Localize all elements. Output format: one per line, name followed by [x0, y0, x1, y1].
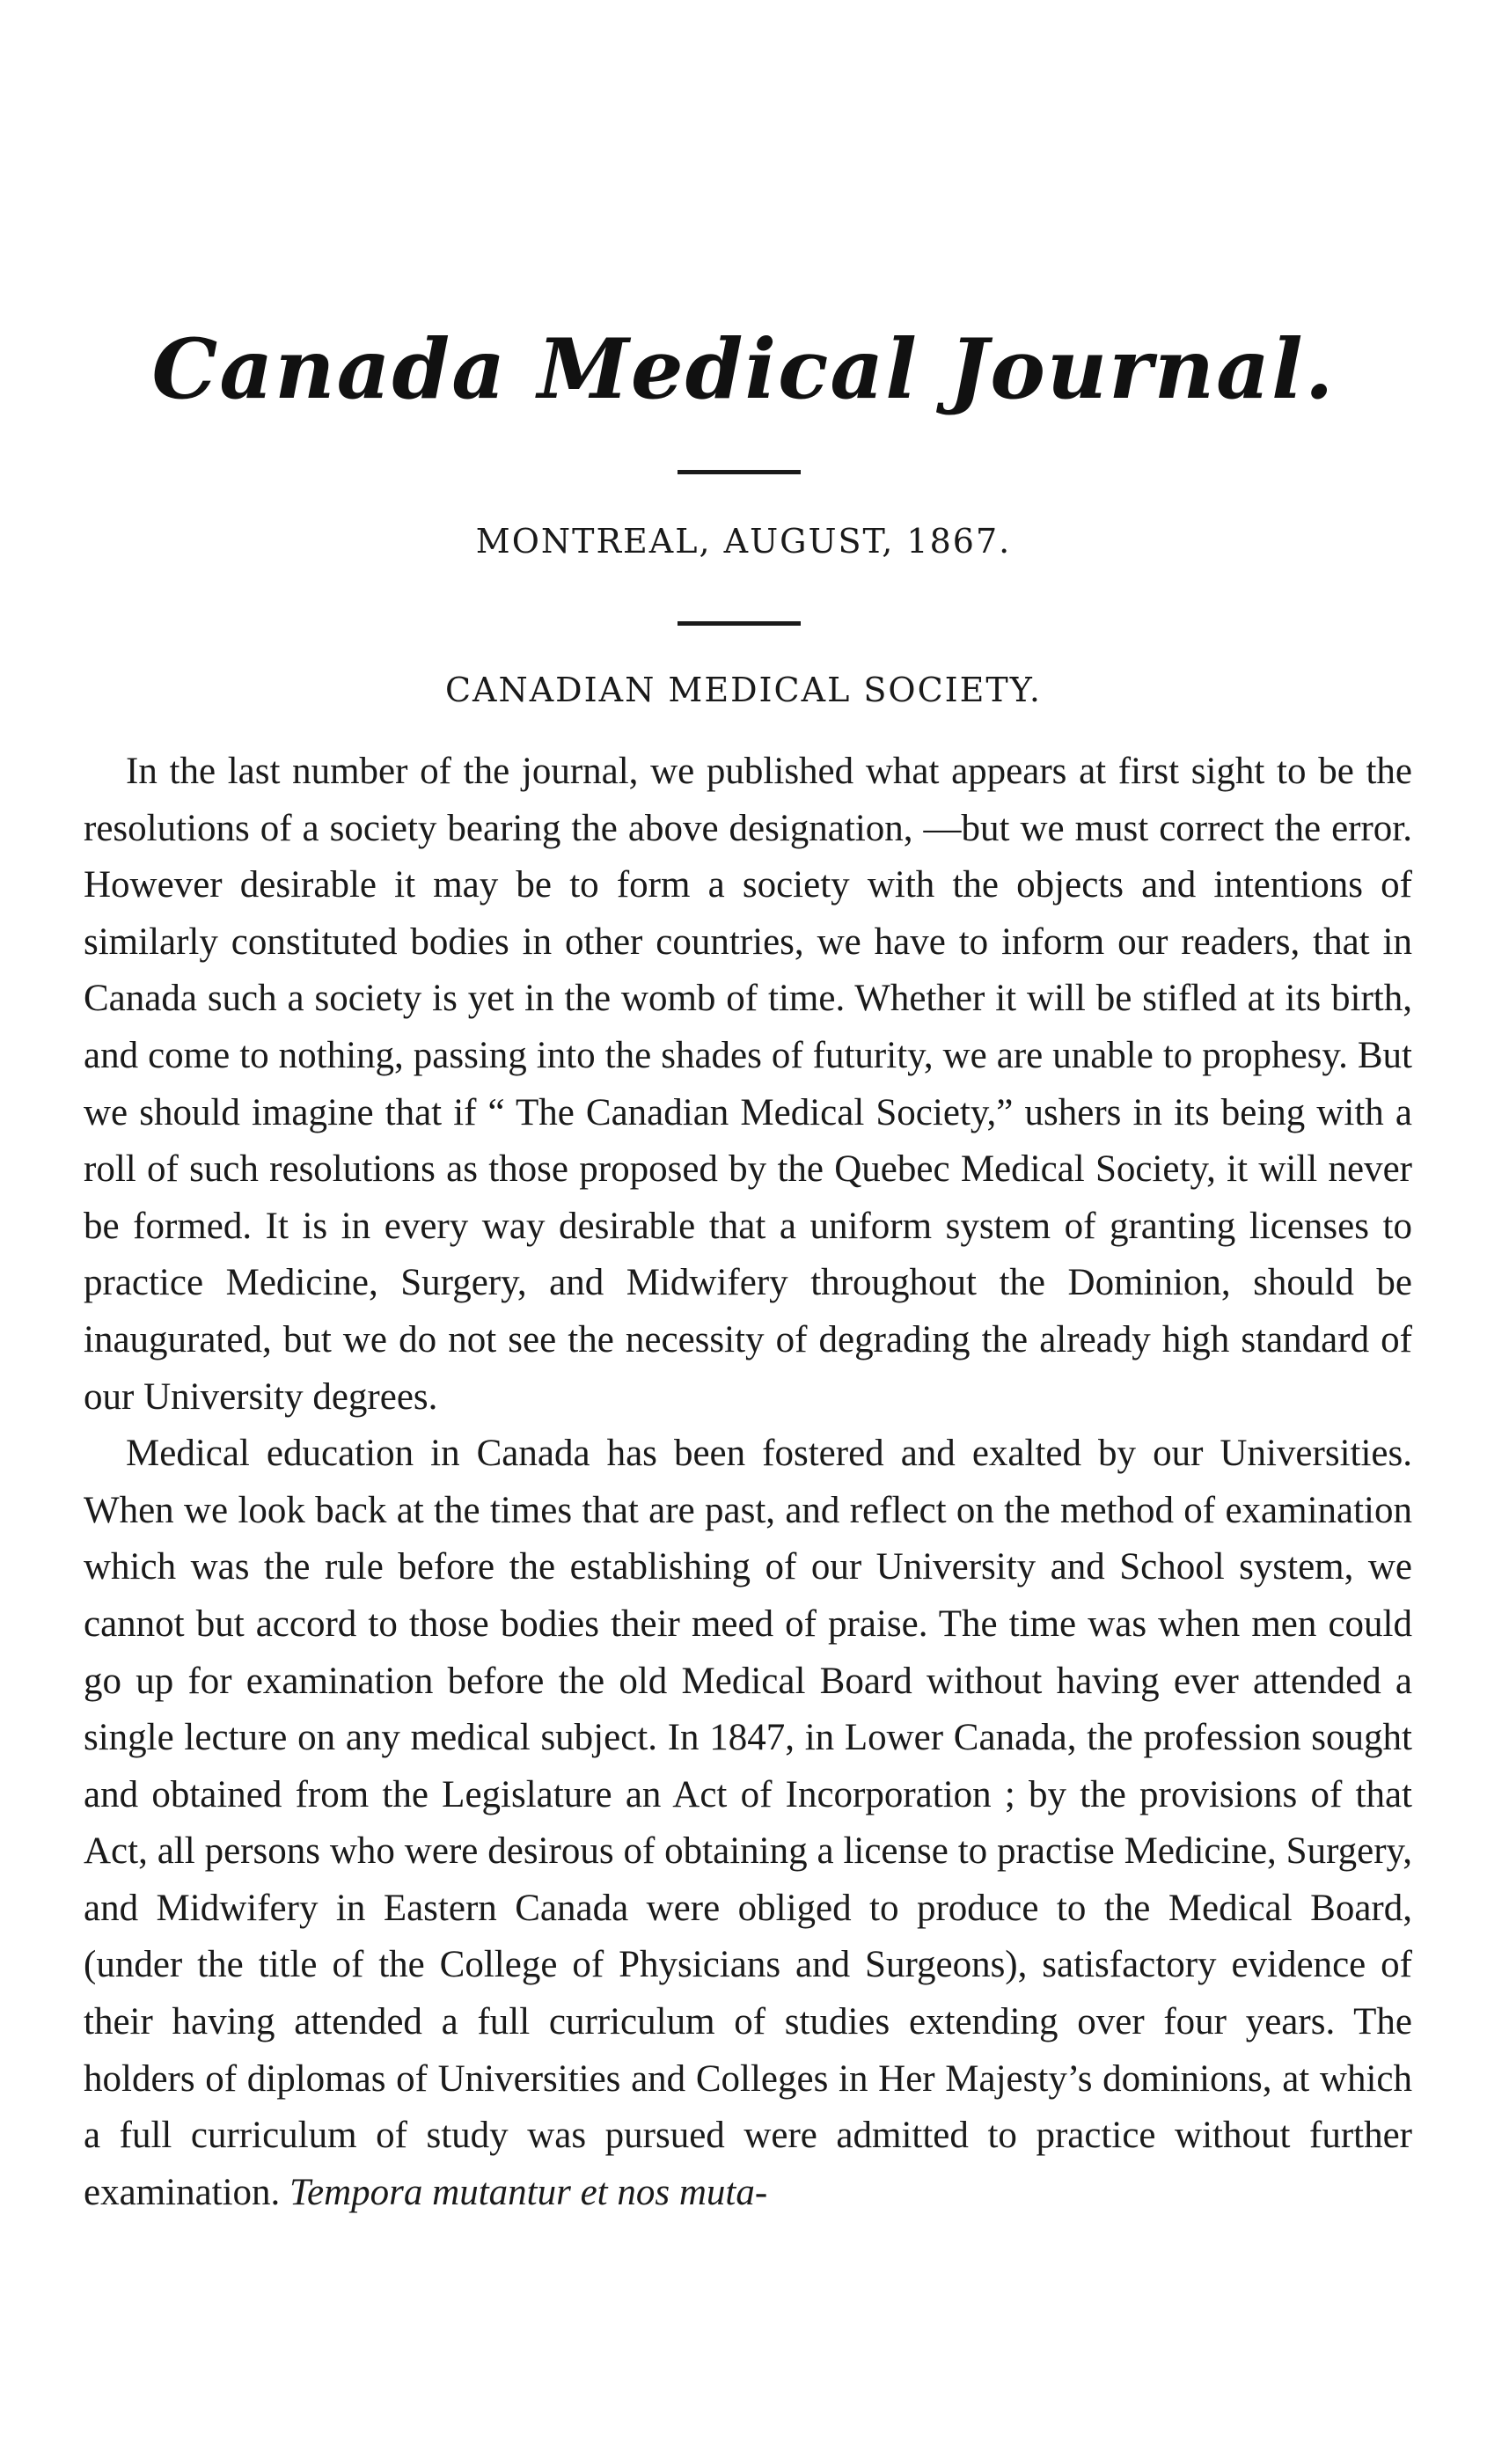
masthead-rule	[678, 470, 801, 474]
latin-phrase: Tempora mutantur et nos muta-	[289, 2171, 768, 2213]
article-paragraph	[84, 1426, 1412, 2221]
dateline: MONTREAL, AUGUST, 1867.	[475, 522, 1012, 561]
article-heading: CANADIAN MEDICAL SOCIETY.	[444, 671, 1043, 709]
section-rule	[678, 621, 801, 626]
article-paragraph: In the last number of the journal, we published what appears at first sight to be the resolutions of a society bearing the above designation, —but we must correct the error. However desirable it may be to form a society with the objects and intentions of similarly constituted bodies in other countries, we have to inform our readers, that in Canada such a society is yet in the womb of time. Whether it will be stifled at its birth, and come to nothing, passing into the shades of futurity, we are unable to prophesy. But we should imagine that if “ The Canadian Medical Society,” ushers in its being with a roll of such resolutions as those proposed by the Quebec Medical Society, it will never be formed. It is in every way desirable that a uniform system of granting licenses to practice Medicine, Surgery, and Midwifery throughout the Dominion, should be inaugurated, but we do not see the necessity of degrading the already high standard of our University degrees.	[84, 751, 1412, 1418]
article-paragraph-text: Medical education in Canada has been fostered and exalted by our Universities. When we look back at the times that are past, and reflect on the method of examination which was the rule before the establishing of our University and School system, we cannot but accord to those bodies their meed of praise. The time was when men could go up for examination before the old Medical Board without having ever attended a single lecture on any medical subject. In 1847, in Lower Canada, the profession sought and obtained from the Legislature an Act of Incorporation ; by the provisions of that Act, all persons who were desirous of obtaining a license to practise Medicine, Surgery, and Midwifery in Eastern Canada were obliged to produce to the Medical Board, (under the title of the College of Physicians and Surgeons), satisfactory evidence of their having attended a full curriculum of studies extending over four years. The holders of diplomas of Universities and Colleges in Her Majesty’s dominions, at which a full curriculum of study was pursued were admitted to practice without further examination.	[84, 1433, 1412, 2213]
article-body	[84, 744, 1412, 2221]
journal-masthead: Canada Medical Journal.	[151, 321, 1336, 418]
